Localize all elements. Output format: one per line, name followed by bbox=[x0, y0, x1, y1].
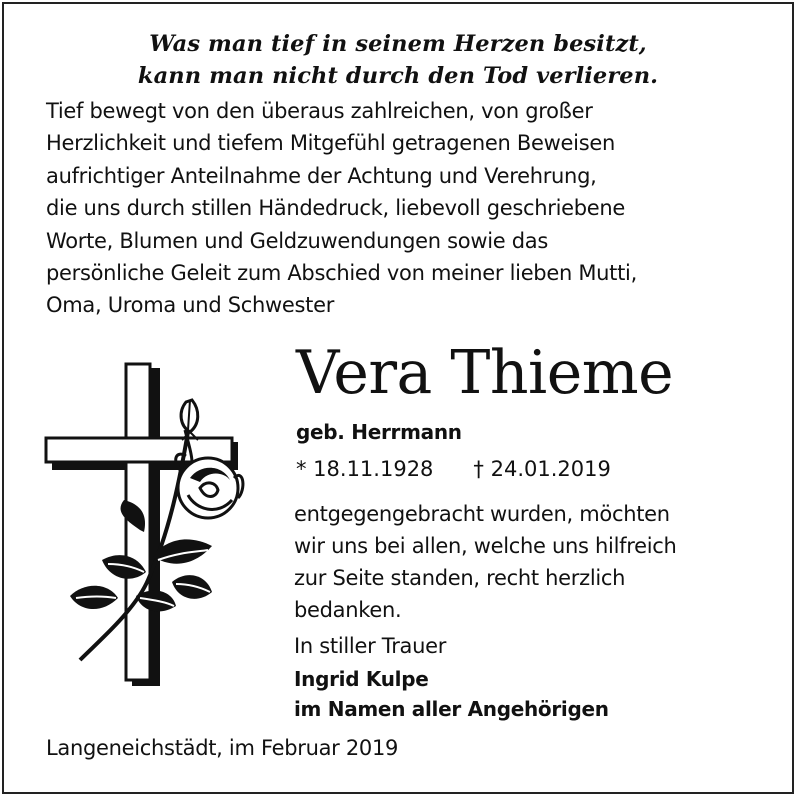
motto-line-2: kann man nicht durch den Tod verlieren. bbox=[137, 63, 659, 89]
cross-with-rose-icon bbox=[40, 360, 250, 690]
intro-line: persönliche Geleit zum Abschied von meiner lieben Mutti, bbox=[46, 261, 637, 285]
intro-line: Tief bewegt von den überaus zahlreichen, von großer bbox=[46, 99, 593, 123]
intro-line: Oma, Uroma und Schwester bbox=[46, 293, 335, 317]
intro-line: Herzlichkeit und tiefem Mitgefühl getragenen Beweisen bbox=[46, 131, 615, 155]
thanks-line: wir uns bei allen, welche uns hilfreich bbox=[294, 534, 677, 558]
life-dates bbox=[296, 454, 611, 484]
signer-name: Ingrid Kulpe bbox=[294, 667, 429, 691]
deceased-name: Vera Thieme bbox=[296, 338, 674, 408]
motto-line-1: Was man tief in seinem Herzen besitzt, bbox=[149, 31, 647, 57]
family-signature: im Namen aller Angehörigen bbox=[294, 697, 609, 721]
intro-line: die uns durch stillen Händedruck, liebevoll geschriebene bbox=[46, 196, 626, 220]
intro-line: Worte, Blumen und Geldzuwendungen sowie das bbox=[46, 229, 548, 253]
mourning-label: In stiller Trauer bbox=[294, 634, 447, 658]
maiden-name: geb. Herrmann bbox=[296, 420, 462, 444]
death-date: † 24.01.2019 bbox=[473, 457, 611, 481]
place-and-date: Langeneichstädt, im Februar 2019 bbox=[46, 736, 399, 760]
birth-date: * 18.11.1928 bbox=[296, 457, 434, 481]
thanks-line: bedanken. bbox=[294, 598, 402, 622]
thanks-line: entgegengebracht wurden, möchten bbox=[294, 502, 670, 526]
intro-line: aufrichtiger Anteilnahme der Achtung und Verehrung, bbox=[46, 164, 597, 188]
thanks-line: zur Seite standen, recht herzlich bbox=[294, 566, 626, 590]
